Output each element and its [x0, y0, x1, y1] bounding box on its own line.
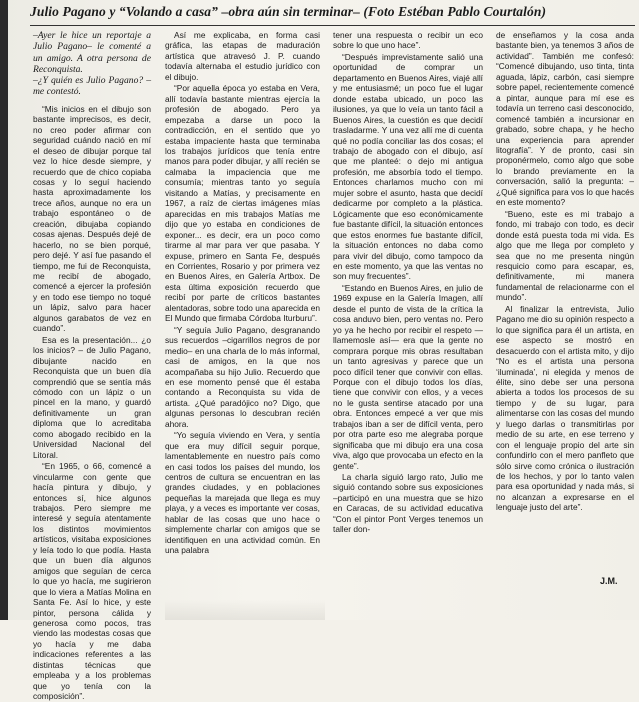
- photo-caption-headline: Julio Pagano y “Volando a casa” –obra aún sin terminar– (Foto Estéban Pablo Courtalón): [30, 4, 547, 19]
- article-column-4: [496, 30, 634, 616]
- paragraph: de enseñamos y la cosa anda bastante bien, ya tenemos 3 años de actividad”. También me confesó: “Comencé dibujando, uso tinta, tinta aguada, lápiz, carbón, casi siempre sobre papel, recientemente comencé a pintar, aunque para mí ese es todavía un terreno casi desconocido, comencé también a incursionar en grabado, sobre chapa, y he hecho una experiencia para aprender litografía”. Y de pronto, casi sin proponérmelo, como algo que sobe lo brando previamente en la conversación, salió la pregunta: –¿Qué significa para vos lo que hacés en este momento?: [496, 30, 634, 208]
- paragraph: “Después imprevistamente salió una oportunidad de comprar un departamento en Buenos Aires, viajé allí y me entusiasmé; un poco fue el lugar donde estaba ubicado, un poco las ilusiones, ya que lo veía un tanto fácil a Buenos Aires, la cuestión es que decidí trasladarme. Y una vez allí me di cuenta qué no podía conciliar las dos cosas; el trabajo de abogado con el dibujo, así que me planteé: o dejo mi antigua profesión, me absorbía todo el tiempo. Entonces charlamos mucho con mi mujer sobre el asunto, hasta que decidí dedicarme por completo a la plástica. Lógicamente que eso económicamente fue bastante difícil, la situación entonces que estos enormes fue bastante difícil, la situación entonces no daba como para vivir del dibujo, como tampoco da en este momento, ya que las ventas no son muy frecuentes”.: [333, 51, 483, 282]
- paragraph: “Por aquella época yo estaba en Vera, allí todavía bastante mientras ejercía la profesión de abogado. Pero ya empezaba a darse un poco la contradicción, en el sentido que yo estaba impaciente hasta que terminaba los trabajos jurídicos que tenía entre manos para poder dibujar, y allí recién se calmaba la impaciencia que me consumía; mientras tanto yo seguía visitando a Matías, y precisamente en 1967, a raíz de ciertas imágenes mías aparecidas en mis trabajos Matías me dijo que yo estaba en condiciones de exponer... es decir, era un poco como tirarme al mar para ver que pasaba. Y expuse, primero en Santa Fe, después en Corrientes, Rosario y por primera vez en Buenos Aires, en Galería Artbox. De esta última exposición recuerdo que recibí por parte de críticos bastantes alentadoras, sobre todo una aparecida en El Mundo que firmaba Córdoba Iturburu”.: [165, 83, 320, 324]
- paragraph: Esa es la presentación... ¿o los inicios? – de Julio Pagano, dibujante nacido en Reconquista que un buen día comprendió que se sentía más cómodo con un lápiz o un pincel en la mano, y guardó definitivamente un gran diploma que lo acreditaba como abogado recibido en la Universidad Nacional del Litoral.: [33, 334, 151, 460]
- author-signature: J.M.: [600, 576, 618, 586]
- article-column-2: [165, 30, 320, 616]
- caption-divider: [30, 25, 635, 26]
- paragraph: “Y seguía Julio Pagano, desgranando sus recuerdos –cigarrillos negros de por medio– en una charla de lo más informal, casi de amigos, en la que nos acompañaba su hijo Julio. Recuerdo que en ese momento pensé que él estaba contando a Reconquista su vida de artista. ¿Qué paradójico no? Digo, que algunas personas lo descubran recién ahora.: [165, 324, 320, 429]
- intro-line: –¿Y quién es Julio Pagano? – me contestó.: [33, 75, 151, 98]
- paragraph: tener una respuesta o recibir un eco sobre lo que uno hace”.: [333, 30, 483, 51]
- paragraph: “En 1965, o 66, comencé a vincularme con gente que hacía pintura y dibujo, y entonces sí, hice algunos trabajos. Pero siempre me interesé y seguía atentamente los distintos movimientos artísticos, visitaba exposiciones y leía todo lo que podía. Hasta que un buen día algunos amigos que seguían de cerca lo que yo hacía, me sugirieron que lo viera a Matías Molina en Santa Fe. Así lo hice, y este pintor, persona cálida y generosa como pocos, tras viendo las modestas cosas que yo hacía y me daba indicaciones referentes a las distintas técnicas que empleaba y a los problemas que yo tenía con la composición”.: [33, 461, 151, 702]
- paragraph: “Estando en Buenos Aires, en julio de 1969 expuse en la Galería Imagen, allí desde el punto de vista de la crítica la cosa anduvo bien, pero ventas no. Pero yo ya he hecho por recibir el respeto —llamemosle así— era que la gente no comprara porque mis obras resultaban un tanto agresivas y parece que un poco difícil tener que convivir con ellas. Porque con el dibujo todos los días, tiene que convivir con ellos, y a veces no le gusta sentirse atacado por una obra. Entonces empecé a ver que mis trabajos iban a ser de difícil venta, pero por otra parte eso me alegraba porque significaba que mi dibujo era una cosa viva, algo que provocaba un efecto en la gente”.: [333, 282, 483, 471]
- intro-line: –Ayer le hice un reportaje a Julio Pagano– le comenté a un amigo. A otra persona de Reconquista.: [33, 30, 151, 75]
- paragraph: Al finalizar la entrevista, Julio Pagano me dio su opinión respecto a lo que significa para él un artista, en ese aspecto se mostró en desacuerdo con el artista mito, y dijo “No es el artista una persona ‘iluminada’, ni elegida y menos de élite, sino debe ser una persona abierta a todos los procesos de su tiempo y de su lugar, para alimentarse con las cosas del mundo y luego darlas o transmitirlas por medio de su arte, en ese terreno y con el lenguaje propio del arte sin confundirlo con el mero panfleto que sólo sirve como crónica o ilustración de los hechos, y por lo tanto valen para esa oportunidad y nada más, si no alcanzan a expresarse en el lenguaje justo del arte”.: [496, 303, 634, 513]
- scan-smudge: [165, 600, 325, 620]
- paragraph: “Mis inicios en el dibujo son bastante imprecisos, es decir, no creo poder afirmar con seguridad cuándo nació en mí el deseo de dibujar porque tal vez lo hice desde siempre, y recuerdo que de chico copiaba cosas y lo seguí haciendo hasta aproximadamente los trece años, aunque no era un trabajo espontáneo o de creación, dibujaba copiando cosas ajenas. Después dejé de hacerlo, no se bien porqué, pero dejé. Y así fue pasando el tiempo, me fui de Reconquista, me recibí de abogado, comencé a ejercer la profesión y en todo ese tiempo no toqué un lápiz, salvo para hacer algunos garabatos de vez en cuando”.: [33, 103, 151, 334]
- scan-edge: [0, 0, 8, 620]
- paragraph: “Yo seguía viviendo en Vera, y sentía que era muy difícil seguir porque, lamentablemente en nuestro país como en casi todos los países del mundo, los centros de cultura se encuentran en las grandes ciudades, y en poblaciones pequeñas la marejada que llega es muy playa, y a veces es importante ver cosas, hablar de las cosas que uno hace o simplemente charlar con amigos que se identifiquen en una actividad común. En una palabra: [165, 430, 320, 556]
- article-column-3: [333, 30, 483, 616]
- paragraph: Así me explicaba, en forma casi gráfica, las etapas de maduración artística que atravesó J. P. cuando todavía alternaba el estudio jurídico con el dibujo.: [165, 30, 320, 82]
- paragraph: La charla siguió largo rato, Julio me siguió contando sobre sus exposiciones –participó en una muestra que se hizo en Caracas, de su actividad educativa “Con el pintor Pont Verges tenemos un taller don-: [333, 472, 483, 535]
- paragraph: “Bueno, este es mi trabajo a fondo, mi trabajo con todo, es decir donde está puesta toda mi vida. Es algo que me llega por completo y sea que no me presenta ningún resquicio como para escapar, es, definitivamente, mi manera fundamental de relacionarme con el mundo”.: [496, 208, 634, 303]
- article-intro: [33, 30, 151, 98]
- article-column-1: [33, 30, 151, 702]
